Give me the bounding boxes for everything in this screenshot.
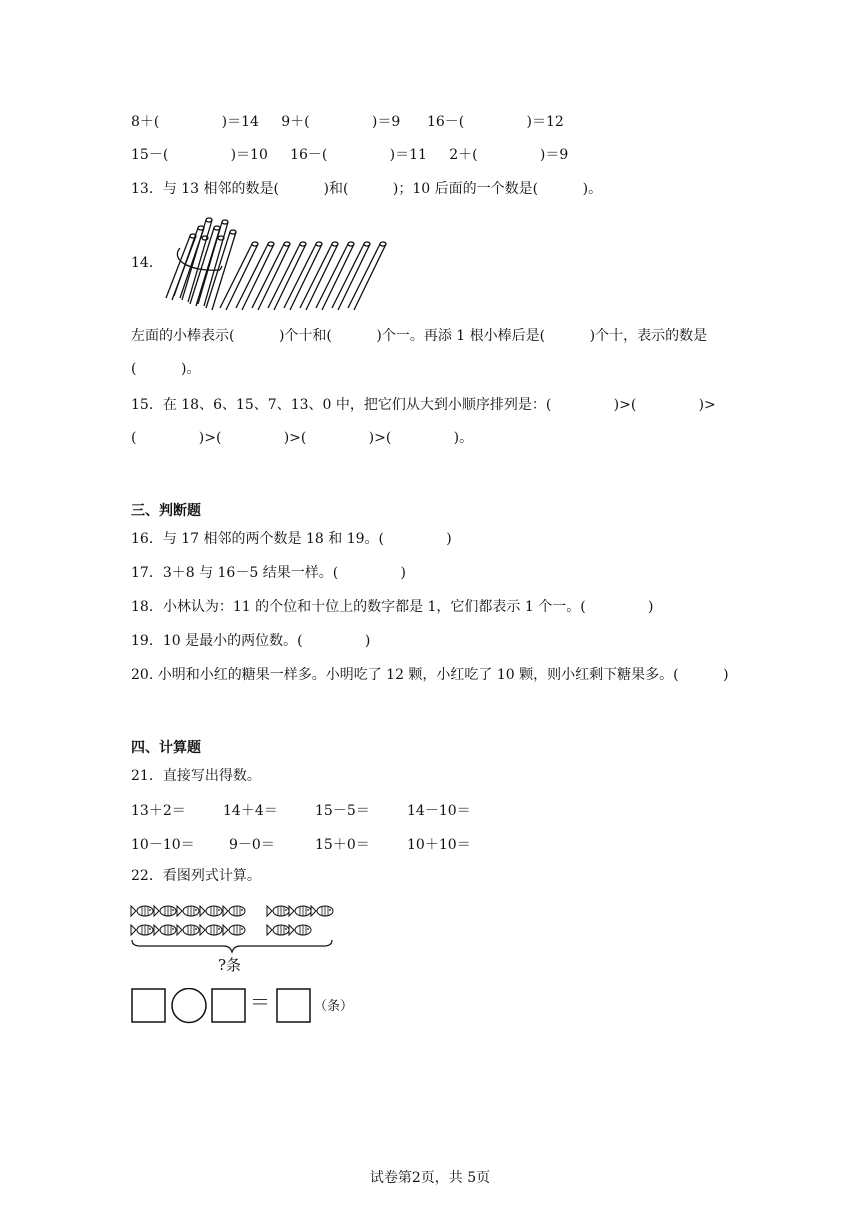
q18-text: 18．小林认为：11 的个位和十位上的数字都是 1，它们都表示 1 个一。( ) xyxy=(131,599,654,615)
q14-line1: 左面的小棒表示( )个十和( )个一。再添 1 根小棒后是( )个十，表示的数是 xyxy=(131,328,708,344)
calc-item: 10－10＝ xyxy=(131,837,195,853)
section4-title: 四、计算题 xyxy=(131,740,201,756)
sticks-illustration xyxy=(160,208,395,313)
fish-group-right xyxy=(267,906,333,935)
loose-sticks xyxy=(220,242,386,310)
calc-item: 15－5＝ xyxy=(315,803,370,819)
calc-item: 14＋4＝ xyxy=(223,803,278,819)
answer-box xyxy=(277,989,310,1022)
equal-sign: ＝ xyxy=(250,990,270,1014)
section3-title: 三、判断题 xyxy=(131,503,201,519)
fish-question-label: ?条 xyxy=(218,956,242,974)
q14-line2: ( )。 xyxy=(131,361,201,377)
q20-text: 20. 小明和小红的糖果一样多。小明吃了 12 颗，小红吃了 10 颗，则小红剩下糖果多。( ) xyxy=(131,667,729,683)
q21-text: 21．直接写出得数。 xyxy=(131,768,261,784)
brace xyxy=(132,940,332,952)
calc-item: 13＋2＝ xyxy=(131,803,186,819)
q15-line1: 15．在 18、6、15、7、13、0 中，把它们从大到小顺序排列是：( )>( )> xyxy=(131,397,716,413)
q15-line2: ( )>( )>( )>( )。 xyxy=(131,430,474,446)
calc-item: 15＋0＝ xyxy=(315,837,370,853)
calc-item: 9－0＝ xyxy=(229,837,275,853)
calc-item: 14－10＝ xyxy=(407,803,471,819)
q14-number: 14． xyxy=(131,255,163,271)
fish-group-left xyxy=(131,906,245,935)
q13-text: 13．与 13 相邻的数是( )和( )；10 后面的一个数是( )。 xyxy=(131,181,603,197)
q19-text: 19．10 是最小的两位数。( ) xyxy=(131,633,371,649)
q17-text: 17．3＋8 与 16－5 结果一样。( ) xyxy=(131,565,406,581)
page-footer: 试卷第2页，共 5页 xyxy=(369,1170,491,1186)
q22-text: 22．看图列式计算。 xyxy=(131,868,261,884)
operator-circle xyxy=(172,989,206,1023)
q12-row2: 15－( )＝10 16－( )＝11 2＋( )＝9 xyxy=(131,147,569,163)
q12-row1: 8＋( )＝14 9＋( )＝9 16－( )＝12 xyxy=(131,114,564,130)
unit-label: （条） xyxy=(314,999,354,1014)
calc-item: 10＋10＝ xyxy=(407,837,471,853)
q16-text: 16．与 17 相邻的两个数是 18 和 19。( ) xyxy=(131,531,452,547)
answer-box xyxy=(212,989,245,1022)
answer-box xyxy=(132,989,165,1022)
